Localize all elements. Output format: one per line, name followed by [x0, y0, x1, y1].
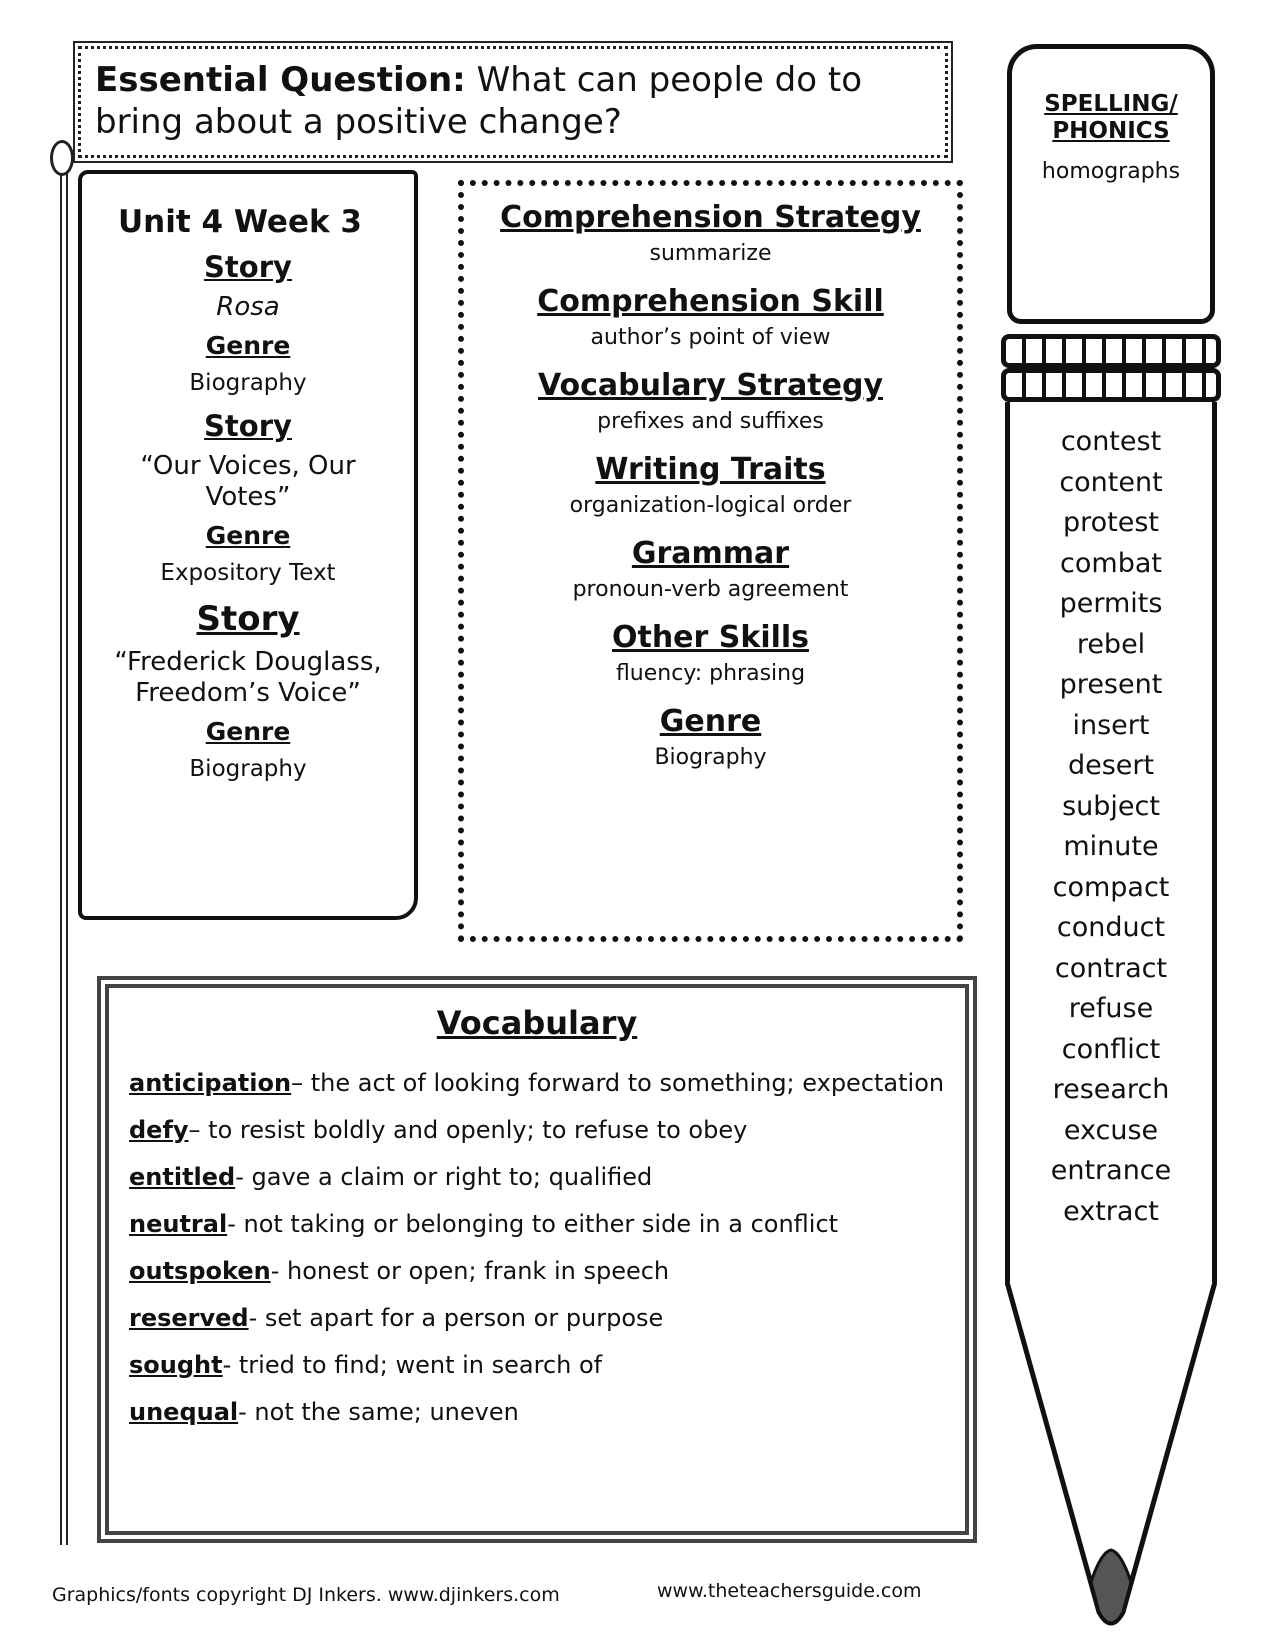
vocabulary-item	[129, 1342, 945, 1389]
vocabulary-item	[129, 1201, 945, 1248]
skill-heading: Writing Traits	[595, 452, 826, 487]
genre-label: Genre	[205, 717, 291, 746]
genre-label: Genre	[205, 521, 291, 550]
spelling-word: protest	[1062, 507, 1160, 538]
spelling-word: conflict	[1061, 1033, 1161, 1065]
vocabulary-item	[129, 1248, 945, 1295]
skill-value: author’s point of view	[590, 325, 831, 350]
vocabulary-definition: – to resist boldly and openly; to refuse to obey	[188, 1116, 748, 1144]
genre-label: Genre	[205, 331, 291, 360]
spelling-word: research	[1052, 1074, 1170, 1105]
story-title: “Frederick Douglass, Freedom’s Voice”	[114, 647, 382, 708]
spelling-word: entrance	[1050, 1155, 1172, 1186]
spelling-word: contest	[1060, 426, 1162, 457]
vocabulary-word: sought	[129, 1351, 223, 1379]
spelling-word: combat	[1060, 547, 1162, 579]
story-label: Story	[204, 409, 292, 443]
skill-value: organization-logical order	[569, 493, 852, 518]
vocabulary-item	[129, 1295, 945, 1342]
pencil-eraser-panel	[1007, 44, 1215, 324]
skill-heading: Other Skills	[611, 620, 810, 655]
footer-copyright: Graphics/fonts copyright DJ Inkers. www.djinkers.com	[52, 1584, 560, 1606]
spelling-word: rebel	[1076, 628, 1146, 660]
vocabulary-definition: - set apart for a person or purpose	[248, 1304, 664, 1332]
spelling-word: excuse	[1063, 1114, 1159, 1146]
genre-value: Biography	[189, 756, 307, 782]
vocabulary-item	[129, 1060, 945, 1107]
vocabulary-definition: - not taking or belonging to either side in a conflict	[227, 1210, 839, 1238]
vocabulary-definition: - not the same; uneven	[238, 1398, 519, 1426]
vocabulary-item	[129, 1107, 945, 1154]
spelling-word-list	[1010, 422, 1212, 1232]
spelling-heading-line1: SPELLING/	[1044, 91, 1178, 117]
vocabulary-item	[129, 1154, 945, 1201]
skill-value: Biography	[654, 745, 767, 770]
vocabulary-word: unequal	[129, 1398, 239, 1426]
vocabulary-word: reserved	[129, 1304, 249, 1332]
spelling-word: minute	[1063, 831, 1159, 862]
skill-heading: Vocabulary Strategy	[537, 368, 884, 403]
spelling-word: desert	[1067, 750, 1155, 781]
spelling-word: permits	[1059, 588, 1163, 619]
genre-value: Expository Text	[160, 560, 336, 586]
skill-heading: Grammar	[631, 536, 790, 571]
spelling-subheading: homographs	[1041, 159, 1181, 184]
vocabulary-word: anticipation	[129, 1069, 292, 1097]
skill-value: fluency: phrasing	[615, 661, 806, 686]
flag-pole-knob	[50, 140, 74, 176]
footer-website: www.theteachersguide.com	[657, 1580, 922, 1602]
vocabulary-word: entitled	[129, 1163, 236, 1191]
story-title: Rosa	[216, 292, 280, 322]
skill-heading: Genre	[659, 704, 762, 739]
skill-heading: Comprehension Skill	[537, 284, 884, 319]
pencil-band	[1001, 334, 1221, 368]
skill-value: prefixes and suffixes	[597, 409, 824, 434]
vocabulary-box	[97, 976, 977, 1543]
story-label: Story	[204, 250, 292, 284]
vocabulary-definition: – the act of looking forward to something; expectation	[291, 1069, 945, 1097]
spelling-word: subject	[1062, 790, 1160, 822]
vocabulary-item	[129, 1389, 945, 1436]
skill-value: pronoun-verb agreement	[572, 577, 849, 602]
vocabulary-word: neutral	[129, 1210, 228, 1238]
flag-pole	[60, 160, 68, 1545]
spelling-word: refuse	[1068, 993, 1154, 1024]
essential-question-text: What can people do to bring about a positive change?	[95, 60, 862, 142]
essential-question	[95, 59, 931, 143]
story-label: Story	[196, 599, 300, 639]
vocabulary-title: Vocabulary	[436, 1004, 638, 1042]
vocabulary-word: outspoken	[129, 1257, 271, 1285]
story-banner	[78, 170, 418, 920]
story-title: “Our Voices, Our Votes”	[140, 451, 356, 512]
skills-box	[458, 180, 963, 942]
vocabulary-definition: - gave a claim or right to; qualified	[235, 1163, 653, 1191]
spelling-word: conduct	[1056, 912, 1166, 943]
vocabulary-definition: - tried to find; went in search of	[222, 1351, 603, 1379]
spelling-heading	[1012, 91, 1210, 145]
unit-title: Unit 4 Week 3	[118, 204, 362, 240]
spelling-word: content	[1059, 466, 1163, 498]
spelling-word: extract	[1063, 1195, 1159, 1227]
essential-question-box	[78, 46, 948, 158]
spelling-word: contract	[1054, 952, 1168, 984]
pencil-body	[1005, 402, 1217, 1282]
vocabulary-word: defy	[129, 1116, 189, 1144]
skill-value: summarize	[649, 241, 772, 266]
spelling-word: insert	[1072, 709, 1150, 741]
pencil-band	[1001, 368, 1221, 402]
spelling-word: present	[1059, 669, 1163, 700]
pencil-tip	[1005, 1282, 1217, 1642]
spelling-heading-line2: PHONICS	[1052, 118, 1170, 144]
essential-question-label: Essential Question:	[95, 60, 466, 100]
vocabulary-definition: - honest or open; frank in speech	[270, 1257, 670, 1285]
spelling-word: compact	[1052, 871, 1170, 903]
skill-heading: Comprehension Strategy	[500, 200, 921, 235]
genre-value: Biography	[189, 370, 307, 396]
